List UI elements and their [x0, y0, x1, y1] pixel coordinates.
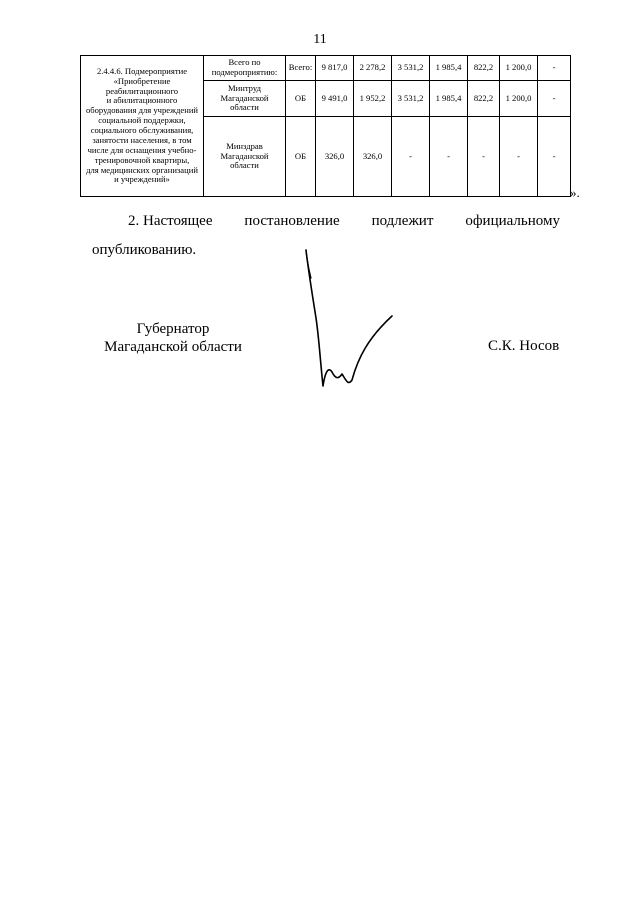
value-cell: 9 491,0	[316, 81, 354, 117]
value-cell: 3 531,2	[392, 81, 430, 117]
executor-cell	[204, 117, 286, 197]
paragraph-word: 2. Настоящее	[128, 213, 213, 229]
governor-title-line: Магаданской области	[104, 339, 242, 355]
subevent-name-line: 2.4.4.6. Подмероприятие	[96, 65, 188, 76]
signature-image	[298, 248, 408, 398]
source-cell: ОБ	[286, 81, 316, 117]
governor-title	[98, 320, 248, 356]
program-table-body	[81, 56, 571, 197]
value-cell: 1 985,4	[430, 81, 468, 117]
value-cell: -	[468, 117, 500, 197]
paragraph-line-1	[92, 213, 560, 230]
paragraph-word: подлежит	[371, 213, 434, 229]
source-cell: Всего:	[286, 56, 316, 81]
paragraph-word: постановление	[244, 213, 340, 229]
subevent-name-line: для медицинских организаций	[86, 164, 198, 175]
value-cell: 822,2	[468, 56, 500, 81]
subevent-name-line: социальной поддержки,	[98, 115, 186, 126]
paragraph-line-2: опубликованию.	[92, 242, 197, 258]
executor-line: Магаданской	[220, 150, 269, 161]
executor-line: Всего по	[228, 57, 261, 68]
value-cell: 9 817,0	[316, 56, 354, 81]
executor-line: области	[230, 160, 259, 171]
value-cell: -	[538, 81, 571, 117]
value-cell: 1 200,0	[500, 81, 538, 117]
value-cell: 2 278,2	[354, 56, 392, 81]
executor-line: Минтруд	[227, 82, 261, 93]
governor-title-line: Губернатор	[136, 321, 210, 337]
subevent-name-line: социального обслуживания,	[90, 125, 194, 135]
value-cell: -	[538, 56, 571, 81]
closing-quote: ».	[570, 185, 580, 200]
value-cell: 326,0	[354, 117, 392, 197]
value-cell: -	[500, 117, 538, 197]
value-cell: -	[538, 117, 571, 197]
value-cell: 1 985,4	[430, 56, 468, 81]
value-cell: 1 200,0	[500, 56, 538, 81]
governor-name: С.К. Носов	[488, 338, 560, 354]
value-cell: 326,0	[316, 117, 354, 197]
executor-cell	[204, 81, 286, 117]
source-cell: ОБ	[286, 117, 316, 197]
subevent-name-line: числе для оснащения учебно-	[87, 144, 197, 155]
executor-line: подмероприятию:	[211, 67, 278, 77]
value-cell: 822,2	[468, 81, 500, 117]
subevent-name-line: и учреждений»	[114, 174, 170, 185]
subevent-name-line: «Приобретение	[113, 75, 171, 86]
subevent-name-cell	[81, 56, 204, 197]
value-cell: 3 531,2	[392, 56, 430, 81]
subevent-name-line: занятости населения, в том	[92, 134, 192, 145]
executor-line: Минздрав	[226, 140, 263, 151]
paragraph-word: официальному	[465, 213, 560, 229]
value-cell: 1 952,2	[354, 81, 392, 117]
value-cell: -	[392, 117, 430, 197]
value-cell: -	[430, 117, 468, 197]
executor-line: области	[230, 102, 259, 113]
subevent-name-line: реабилитационного	[105, 85, 179, 96]
subevent-name-line: и абилитационного	[106, 95, 178, 106]
subevent-name-line: тренировочной квартиры,	[94, 154, 190, 165]
table-row	[81, 56, 571, 81]
page-number: 11	[313, 32, 327, 47]
program-table	[80, 55, 571, 197]
subevent-name-line: оборудования для учреждений	[85, 105, 199, 116]
executor-line: Магаданской	[220, 92, 269, 103]
executor-cell	[204, 56, 286, 81]
